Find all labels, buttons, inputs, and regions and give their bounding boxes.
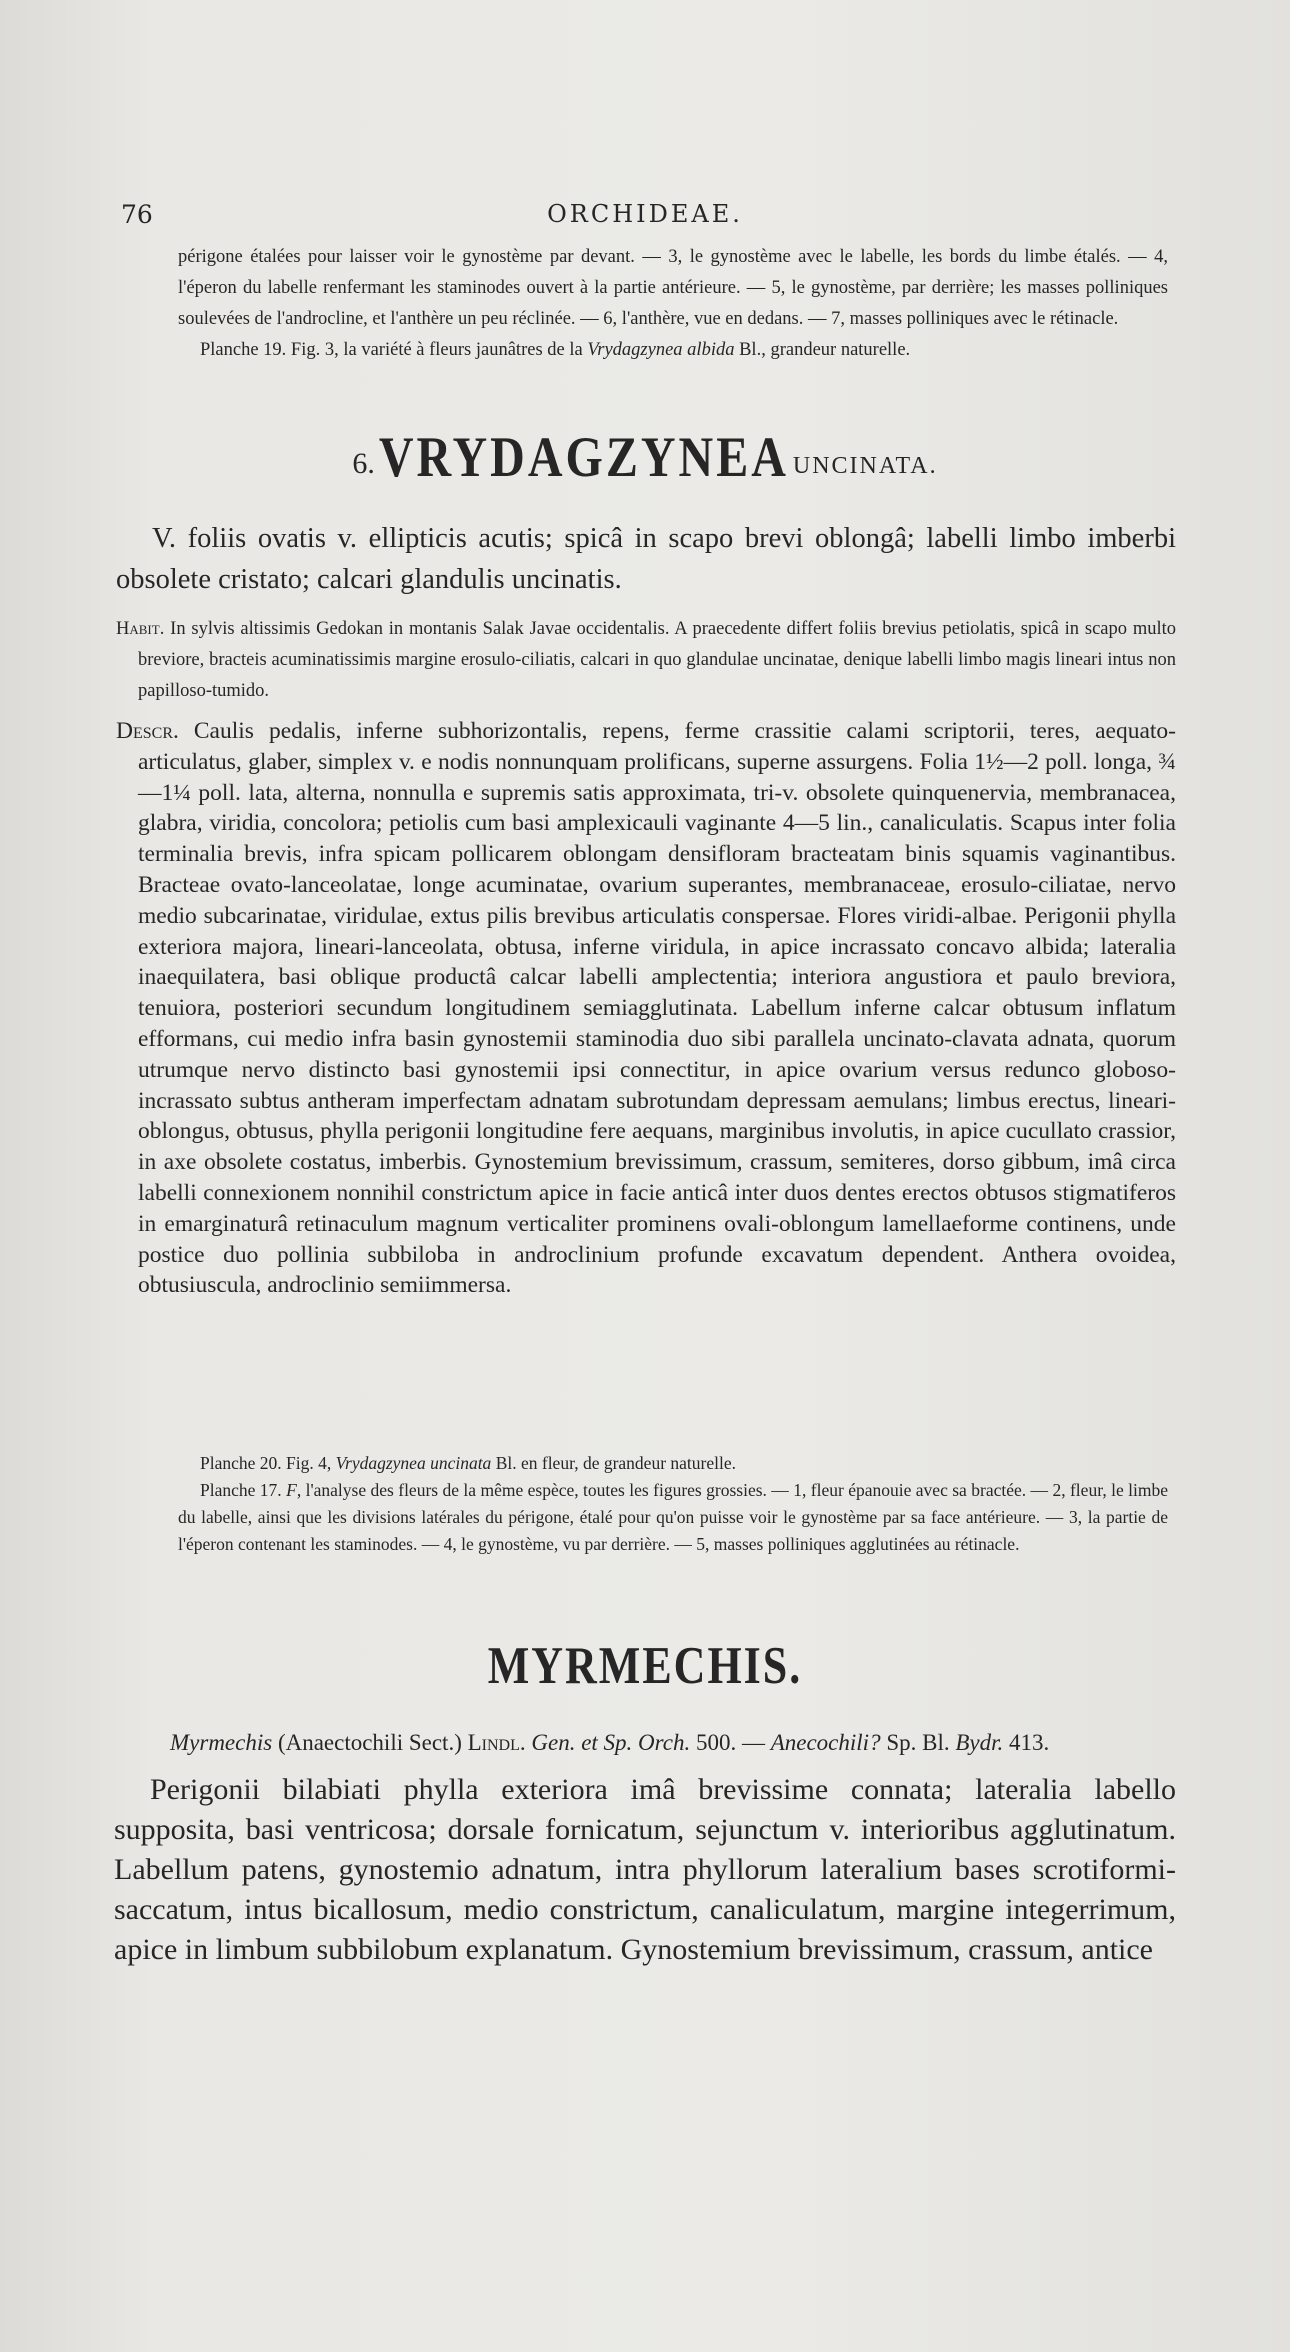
top-notes-para2: Planche 19. Fig. 3, la variété à fleurs jaunâtres de la Vrydagzynea albida Bl., grandeur naturelle. [200, 340, 911, 360]
page-header [0, 200, 1290, 230]
species-title [0, 425, 1290, 490]
species-name: Vrydagzynea albida [587, 340, 735, 360]
page-number: 76 [121, 200, 153, 229]
plate-note-1: Planche 20. Fig. 4, Vrydagzynea uncinata Bl. en fleur, de grandeur naturelle. [200, 1453, 736, 1473]
plate-notes [178, 1450, 1168, 1558]
genus-description: Perigonii bilabiati phylla exteriora imâ brevissime connata; lateralia labello supposita, basi ventricosa; dorsale fornicatum, sejunctum v. interioribus agglutinatum. Labellum patens, gynostemio adnatum, intra phyllorum lateralium bases scrotiformi-saccatum, intus bicallosum, medio constrictum, canaliculatum, margine integerrimum, apice in limbum subbilobum explanatum. Gynostemium brevissimum, crassum, antice [114, 1773, 1176, 1966]
genus-synonymy: Myrmechis (Anaectochili Sect.) Lindl. Gen. et Sp. Orch. 500. — Anecochili? Sp. Bl. Bydr. 413. [170, 1730, 1050, 1755]
species-epithet: UNCINATA. [792, 453, 938, 479]
species-genus: VRYDAGZYNEA [378, 425, 789, 490]
species-number: 6. [352, 447, 375, 480]
habitat-paragraph [116, 614, 1176, 707]
running-head: ORCHIDEAE. [547, 200, 743, 228]
top-notes-para1: périgone étalées pour laisser voir le gynostème par devant. — 3, le gynostème avec le labelle, les bords du limbe étalés. — 4, l'éperon du labelle renfermant les staminodes ouvert à la partie antérieure. — 5, le gynostème, par derrière; les masses polliniques soulevées de l'androcline, et l'anthère un peu réclinée. — 6, l'anthère, vue en dedans. — 7, masses polliniques avec le rétinacle. [178, 247, 1168, 329]
plate-note-2: Planche 17. F, l'analyse des fleurs de la même espèce, toutes les figures grossies. — 1, fleur épanouie avec sa bractée. — 2, fleur, le limbe du labelle, ainsi que les divisions latérales du périgone, étalé pour qu'on puisse voir le gynostème par sa face antérieure. — 3, la partie de l'éperon contenant les staminodes. — 4, le gynostème, vu par derrière. — 5, masses polliniques agglutinées au rétinacle. [178, 1480, 1169, 1554]
genus-title: MYRMECHIS. [487, 1636, 803, 1695]
diagnosis: V. foliis ovatis v. ellipticis acutis; spicâ in scapo brevi oblongâ; labelli limbo imberbi obsolete cristato; calcari glandulis uncinatis. [116, 523, 1176, 595]
habitat-text: In sylvis altissimis Gedokan in montanis Salak Javae occidentalis. A praecedente differt foliis brevius petiolatis, spicâ in scapo multo breviore, bracteis acuminatissimis margine erosulo-ciliatis, calcari in quo glandulae uncinatae, denique labelli limbo magis lineari intus non papilloso-tumido. [138, 619, 1176, 701]
description-paragraph [116, 716, 1176, 1301]
description-label: Descr. [116, 718, 179, 744]
habitat-label: Habit. [116, 619, 165, 639]
top-notes [178, 242, 1168, 366]
description-text: Caulis pedalis, inferne subhorizontalis, repens, ferme crassitie calami scriptorii, teres, aequato-articulatus, glaber, simplex v. e nodis nonnunquam prolificans, superne assurgens. Folia 1½—2 poll. longa, ¾—1¼ poll. lata, alterna, nonnulla e supremis satis approximata, tri-v. obsolete quinquenervia, membranacea, glabra, viridia, concolora; petiolis cum basi amplexicauli vaginante 4—5 lin., canaliculatis. Scapus inter folia terminalia brevis, infra spicam pollicarem oblongam densifloram bracteatam binis squamis vaginantibus. Bracteae ovato-lanceolatae, longe acuminatae, ovarium superantes, membranaceae, erosulo-ciliatae, nervo medio subcarinatae, viridulae, extus pilis brevibus articulatis conspersae. Flores viridi-albae. Perigonii phylla exteriora majora, lineari-lanceolata, obtusa, inferne viridula, in apice incrassato concavo albida; lateralia inaequilatera, basi oblique productâ calcar labelli amplectentia; interiora angustiora et paulo breviora, tenuiora, posteriori secundum longitudinem semiagglutinata. Labellum inferne calcar obtusum inflatum efformans, cui medio infra basin gynostemii staminodia duo sibi parallela uncinato-clavata adnata, quorum utrumque nervo distincto basi gynostemii ipsi connectitur, in apice ovarium versus redunco globoso-incrassato subtus antheram imperfectam adnatam subrotundam depressam aemulans; limbus erectus, lineari-oblongus, obtusus, phylla perigonii longitudine fere aequans, marginibus involutis, in apice cucullato crassior, in axe obsolete costatus, imberbis. Gynostemium brevissimum, crassum, semiteres, dorso gibbum, imâ circa labelli connexionem nonnihil constrictum apice in facie anticâ inter duos dentes erectos obtusos stigmatiferos in emarginaturâ retinaculum magnum verticaliter prominens ovali-oblongum lamellaeforme continens, unde postice duo pollinia subbiloba in androclinium profunde excavatum dependent. Anthera ovoidea, obtusiuscula, androclinio semiimmersa. [138, 718, 1176, 1299]
